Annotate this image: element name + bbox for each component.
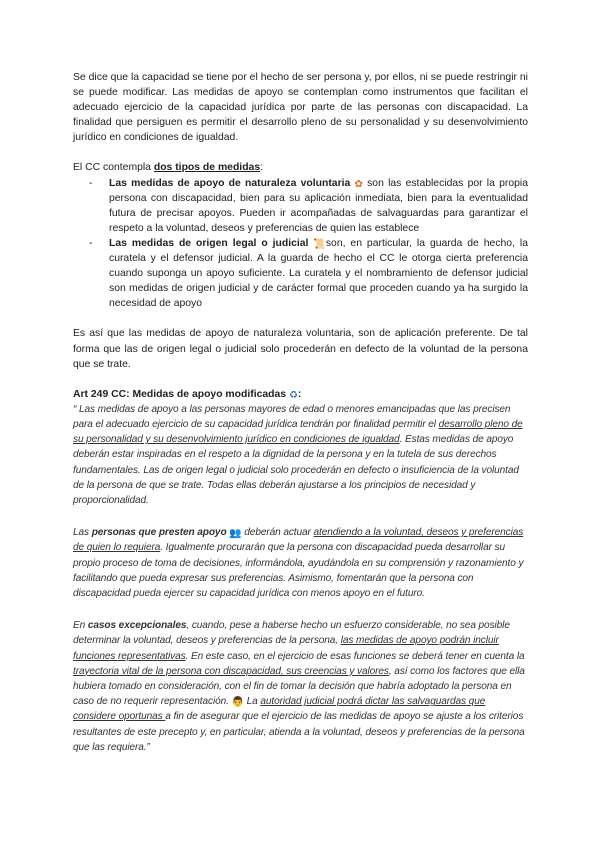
text-span: , cuando, pese a haberse hecho un esfuerzo considerable, no sea posible determinar la voluntad, deseos y preferencias de la persona,	[73, 620, 510, 647]
underlined-text: las medidas de apoyo podrán incluir funciones representativas	[73, 635, 499, 662]
recycle-icon: ♻	[288, 389, 298, 401]
underlined-text: desarrollo pleno de su personalidad y su desenvolvimiento jurídico en condiciones de igualdad	[73, 418, 523, 446]
list-item-legal	[109, 236, 528, 311]
text-span: “ Las medidas de apoyo a las personas mayores de edad o menores emancipadas que las precisen para el adecuado ejercicio de su capacidad jurídica tendrán por finalidad permitir el	[73, 403, 511, 430]
article-paragraph-2	[73, 525, 528, 601]
text-span: , así como los factores que ella hubiera tomado en consideración, con el fin de tomar la decisión que habría adoptado la persona en caso de no requerir representación.	[73, 665, 525, 708]
document-page	[73, 70, 528, 755]
text-span: . Estas medidas de apoyo deberán estar inspiradas en el respeto a la dignidad de la persona y en la tutela de sus derechos fundamentales. Las de origen legal o judicial solo procederán en defecto o insuficiencia de la voluntad de la persona de que se trate. Todas ellas deberán ajustarse a los principios de necesidad y proporcionalidad.	[73, 434, 519, 506]
list-item-text: son, en particular, la guarda de hecho, la curatela y el defensor judicial. A la guarda de hecho el CC le otorga cierta preferencia cuando suponga un apoyo suficiente. La curatela y el nombramiento de defensor judicial son medidas de origen judicial y de carácter formal que proceden cuando ya ha surgido la necesidad de apoyo	[109, 237, 528, 310]
cc-types-line	[73, 160, 528, 175]
conclusion-paragraph: Es así que las medidas de apoyo de naturaleza voluntaria, son de aplicación preferente. De tal forma que las de origen legal o judicial solo procederán en defecto de la voluntad de la persona que se trate.	[73, 328, 528, 370]
measures-list	[73, 176, 528, 312]
intro-paragraph: Se dice que la capacidad se tiene por el hecho de ser persona y, por ellos, ni se puede restringir ni se puede modificar. Las medidas de apoyo se contemplan como instrumentos que facilitan el adecuado ejercicio de la capacidad jurídica por parte de las personas con discapacidad. La finalidad que persiguen es permitir el desarrollo pleno de su personalidad y su desenvolvimiento jurídico en condiciones de igualdad.	[73, 72, 528, 144]
cc-prefix: El CC contempla	[73, 162, 154, 174]
people-icon: 👥	[229, 528, 242, 540]
underlined-text: autoridad judicial podrá dictar las salvaguardas que considere oportunas	[73, 696, 486, 723]
list-item-title: Las medidas de apoyo de naturaleza voluntaria	[109, 177, 351, 189]
article-heading	[73, 387, 528, 402]
text-span: Las	[73, 527, 92, 539]
flower-icon: ✿	[354, 178, 363, 190]
cc-types-link-text: dos tipos de medidas	[153, 162, 261, 174]
text-span: deberán actuar	[241, 527, 314, 539]
bold-text: personas que presten apoyo	[91, 527, 227, 539]
cc-suffix: :	[260, 162, 263, 174]
judge-icon: 👨	[231, 697, 244, 709]
list-item-text: son las establecidas por la propia persona con discapacidad, bien para su aplicación inmediata, bien para la eventualidad futura de precisar apoyos. Pueden ir acompañadas de salvaguardas para garantizar el respeto a la voluntad, deseos y preferencias de quien las establece	[109, 177, 528, 234]
underlined-text: atendiendo a la voluntad, deseos y preferencias de quien lo requiera	[73, 527, 524, 554]
article-heading-colon: :	[297, 388, 302, 400]
text-span: a fin de asegurar que el ejercicio de las medidas de apoyo se ajuste a los criterios resultantes de este precepto y, en particular, atienda a la voluntad, deseos y preferencias de la persona que las requiera.”	[73, 711, 525, 753]
underlined-text: trayectoria vital de la persona con discapacidad, sus creencias y valores	[73, 665, 389, 677]
bold-text: casos excepcionales	[87, 620, 187, 632]
list-item-title: Las medidas de origen legal o judicial	[109, 237, 309, 249]
list-item-voluntary	[109, 176, 528, 236]
text-span: . Igualmente procurarán que la persona con discapacidad pueda desarrollar su propio proceso de toma de decisiones, informándola, ayudándola en su comprensión y razonamiento y facilitando que pueda expresar sus preferencias. Asimismo, fomentarán que la persona con discapacidad pueda ejercer su capacidad jurídica con menos apoyo en el futuro.	[73, 542, 524, 600]
text-span: La	[243, 696, 261, 708]
article-paragraph-1	[73, 402, 528, 508]
scroll-icon: 📜	[313, 238, 326, 250]
text-span: . En este caso, en el ejercicio de esas funciones se deberá tener en cuenta la	[185, 650, 525, 662]
text-span: En	[73, 620, 88, 632]
article-heading-text: Art 249 CC: Medidas de apoyo modificadas	[73, 388, 287, 400]
article-paragraph-3	[73, 618, 528, 755]
